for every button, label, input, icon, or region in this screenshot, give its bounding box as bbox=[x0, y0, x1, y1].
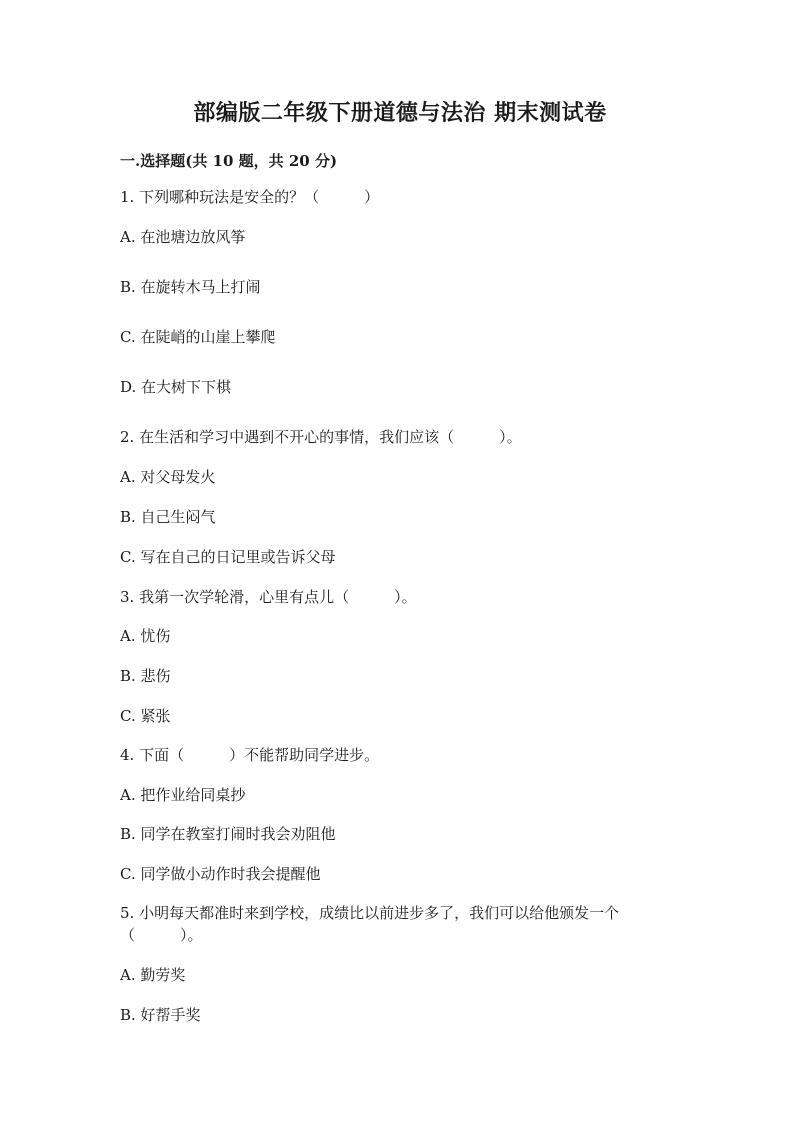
question-option: A. 忧伤 bbox=[120, 627, 171, 645]
question-option: A. 对父母发火 bbox=[120, 468, 216, 486]
question-stem: 4. 下面（ ）不能帮助同学进步。 bbox=[120, 746, 380, 764]
question-stem: 5. 小明每天都准时来到学校，成绩比以前进步多了，我们可以给他颁发一个（ ）。 bbox=[120, 904, 620, 944]
question-option: C. 在陡峭的山崖上攀爬 bbox=[120, 328, 276, 346]
question-stem: 3. 我第一次学轮滑，心里有点儿（ ）。 bbox=[120, 588, 417, 606]
question-option: B. 在旋转木马上打闹 bbox=[120, 278, 261, 296]
question-option: C. 写在自己的日记里或告诉父母 bbox=[120, 548, 336, 566]
question-option: C. 同学做小动作时我会提醒他 bbox=[120, 865, 321, 883]
question-stem: 1. 下列哪种玩法是安全的？（ ） bbox=[120, 188, 380, 206]
question-option: B. 悲伤 bbox=[120, 667, 171, 685]
question-option: B. 同学在教室打闹时我会劝阻他 bbox=[120, 825, 336, 843]
question-option: A. 在池塘边放风筝 bbox=[120, 228, 246, 246]
question-option: B. 好帮手奖 bbox=[120, 1006, 201, 1024]
page-title: 部编版二年级下册道德与法治 期末测试卷 bbox=[193, 100, 607, 126]
question-option: A. 把作业给同桌抄 bbox=[120, 786, 246, 804]
question-option: C. 紧张 bbox=[120, 707, 171, 725]
section-heading: 一.选择题(共 10 题，共 20 分) bbox=[120, 152, 338, 170]
question-option: B. 自己生闷气 bbox=[120, 508, 216, 526]
question-option: A. 勤劳奖 bbox=[120, 966, 186, 984]
question-stem: 2. 在生活和学习中遇到不开心的事情，我们应该（ ）。 bbox=[120, 428, 522, 446]
question-option: D. 在大树下下棋 bbox=[120, 378, 232, 396]
